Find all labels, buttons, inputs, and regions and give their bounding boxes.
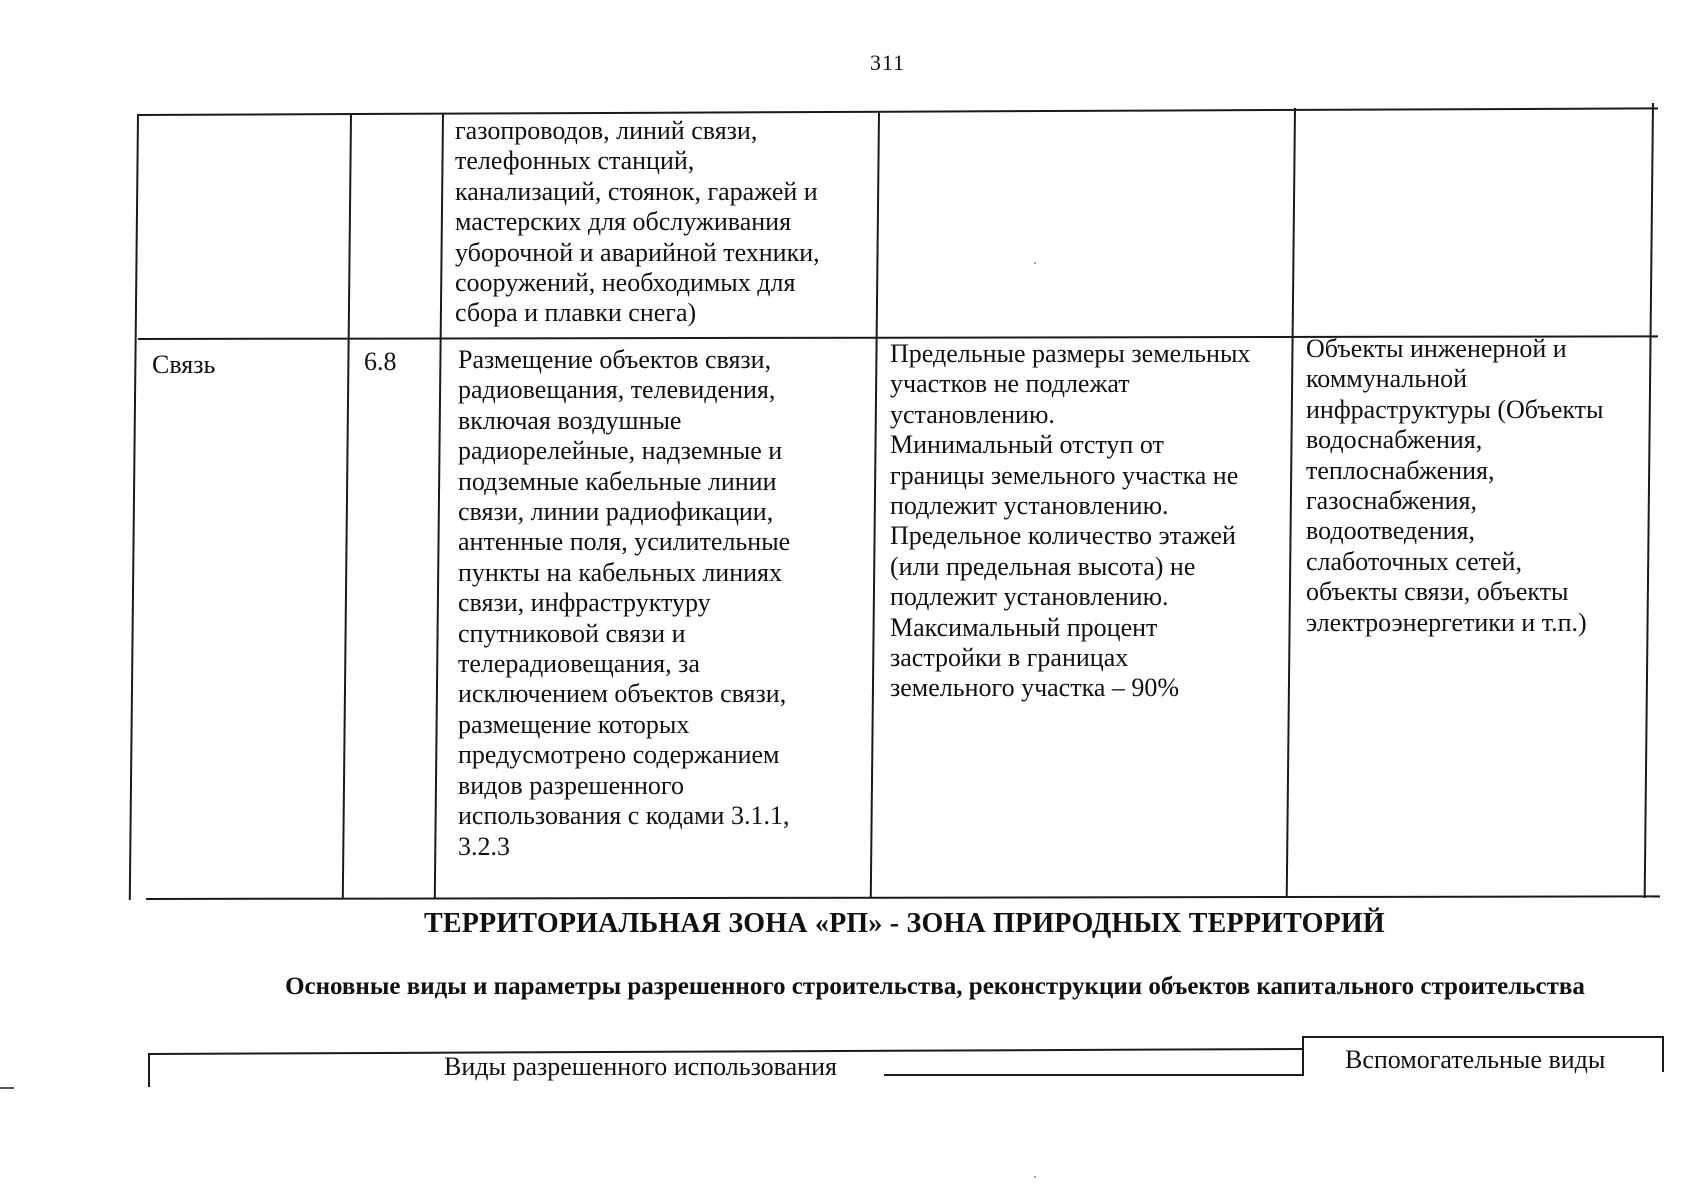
row1-parameters: Предельные размеры земельных участков не подлежат установлению. Минимальный отступ от границы земельного участка не подлежит установлению. Предельное количество этажей (или предельная высота) не подлежит установлению. Максимальный процент застройки в границах земельного участка – 90% (890, 339, 1251, 703)
table-bottom-border (146, 895, 1660, 900)
row1-auxiliary: Объекты инженерной и коммунальной инфраструктуры (Объекты водоснабжения, теплоснабжения, газоснабжения, водоотведения, слаботочных сетей, объекты связи, объекты электроэнергетики и т.п.) (1306, 334, 1604, 637)
section-subtitle: Основные виды и параметры разрешенного строительства, реконструкции объектов капитального строительства (285, 973, 1585, 1000)
next-table-left-border (148, 1053, 150, 1087)
next-table-header-left: Виды разрешенного использования (444, 1052, 837, 1081)
next-table-right-border (1662, 1036, 1664, 1072)
col-border-0 (129, 115, 139, 900)
row1-name: Связь (152, 350, 216, 379)
row1-description: Размещение объектов связи, радиовещания, телевидения, включая воздушные радиорелейные, надземные и подземные кабельные линии связи, линии радиофикации, антенные поля, усилительные пункты на кабельных линиях связи, инфраструктуру спутниковой связи и телерадиовещания, за исключением объектов связи, размещение которых предусмотрено содержанием видов разрешенного использования с кодами 3.1.1, 3.2.3 (458, 345, 791, 861)
row0-description: газопроводов, линий связи, телефонных станций, канализаций, стоянок, гаражей и мастерских для обслуживания уборочной и аварийной техники, сооружений, необходимых для сбора и плавки снега) (455, 116, 820, 328)
scan-speck (1034, 1176, 1036, 1178)
next-table-header-underline (884, 1074, 1304, 1076)
zone-title: ТЕРРИТОРИАЛЬНАЯ ЗОНА «РП» - ЗОНА ПРИРОДНЫХ ТЕРРИТОРИЙ (424, 908, 1385, 939)
row1-code: 6.8 (364, 347, 397, 376)
next-table-header-right: Вспомогательные виды (1345, 1045, 1606, 1074)
table-top-border (137, 107, 1658, 116)
margin-mark (0, 1087, 14, 1089)
next-table-top-right (1302, 1036, 1662, 1038)
scan-speck (1034, 262, 1036, 264)
col-border-2 (434, 114, 444, 899)
page-number: 311 (870, 50, 906, 75)
col-border-1 (342, 115, 352, 899)
next-table-mid-border (1302, 1038, 1304, 1074)
